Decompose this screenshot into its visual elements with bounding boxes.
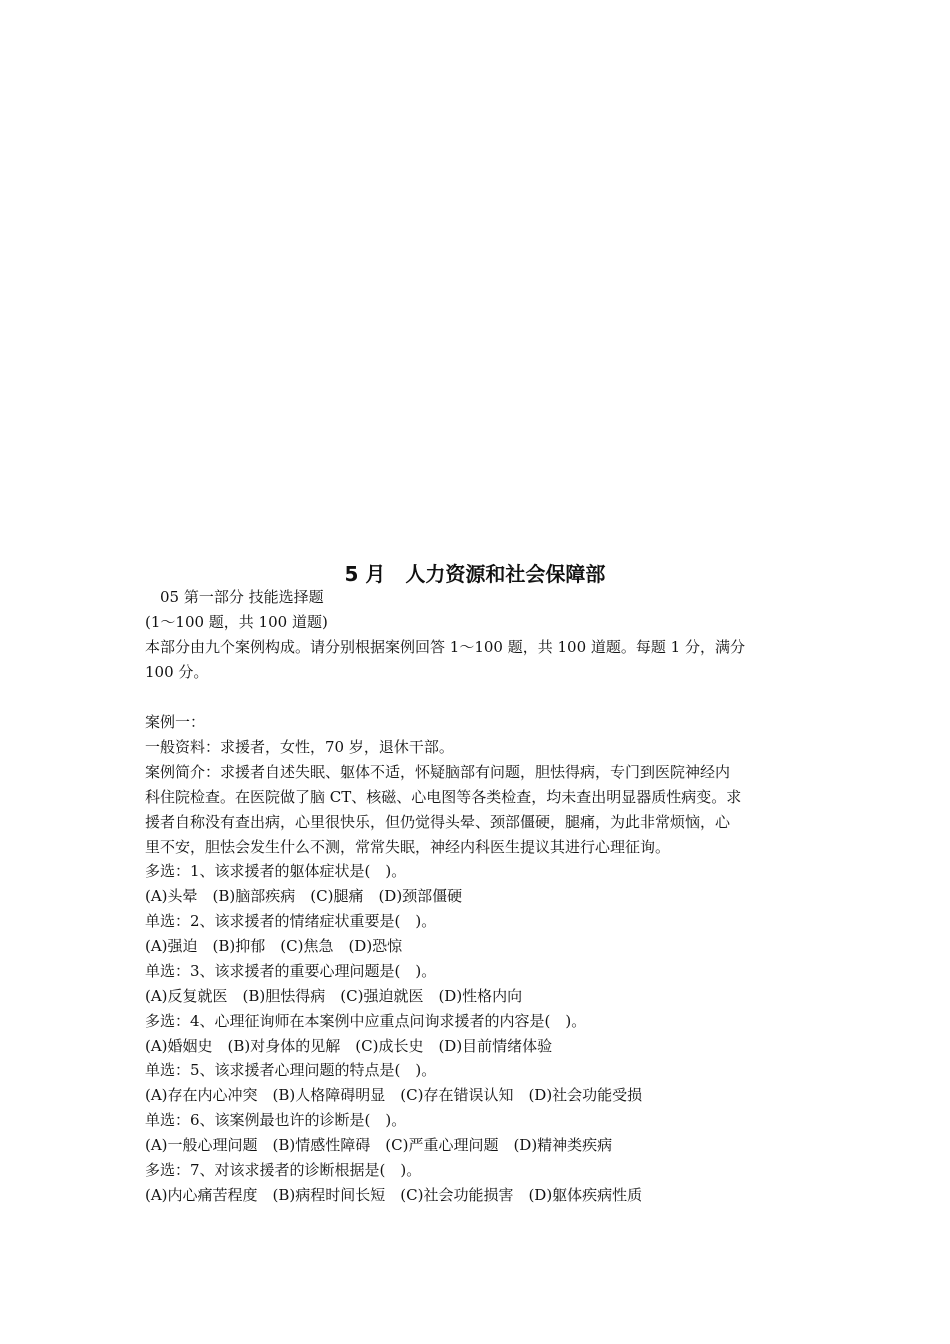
page-title: 5 月 人力资源和社会保障部 (344, 562, 606, 586)
case-summary-line-2: 科住院检查。在医院做了脑 CT、核磁、心电图等各类检查，均未查出明显器质性病变。求 (145, 788, 742, 806)
options-7: (A)内心痛苦程度 (B)病程时间长短 (C)社会功能损害 (D)躯体疾病性质 (145, 1186, 643, 1204)
question-5: 单选：5、该求援者心理问题的特点是( )。 (145, 1061, 437, 1079)
question-2: 单选：2、该求援者的情绪症状重要是( )。 (145, 912, 437, 930)
intro-line-1: 本部分由九个案例构成。请分别根据案例回答 1～100 题，共 100 道题。每题 1 分，满分 (145, 638, 745, 656)
case-summary-line-4: 里不安，胆怯会发生什么不测，常常失眠，神经内科医生提议其进行心理征询。 (145, 838, 671, 856)
question-4: 多选：4、心理征询师在本案例中应重点问询求援者的内容是( )。 (145, 1012, 587, 1030)
options-2: (A)强迫 (B)抑郁 (C)焦急 (D)恐惊 (145, 937, 403, 955)
intro-line-2: 100 分。 (145, 663, 209, 681)
options-1: (A)头晕 (B)脑部疾病 (C)腿痛 (D)颈部僵硬 (145, 887, 463, 905)
question-3: 单选：3、该求援者的重要心理问题是( )。 (145, 962, 437, 980)
case-heading: 案例一： (145, 713, 206, 731)
question-6: 单选：6、该案例最也许的诊断是( )。 (145, 1111, 407, 1129)
question-range: (1～100 题，共 100 道题) (145, 613, 328, 631)
options-6: (A)一般心理问题 (B)情感性障碍 (C)严重心理问题 (D)精神类疾病 (145, 1136, 613, 1154)
section-subtitle: 05 第一部分 技能选择题 (160, 588, 324, 606)
options-4: (A)婚姻史 (B)对身体的见解 (C)成长史 (D)目前情绪体验 (145, 1037, 553, 1055)
case-general-info: 一般资料：求援者，女性，70 岁，退休干部。 (145, 738, 454, 756)
question-7: 多选：7、对该求援者的诊断根据是( )。 (145, 1161, 422, 1179)
case-summary-line-1: 案例简介：求援者自述失眠、躯体不适，怀疑脑部有问题，胆怯得病，专门到医院神经内 (145, 763, 731, 781)
options-3: (A)反复就医 (B)胆怯得病 (C)强迫就医 (D)性格内向 (145, 987, 523, 1005)
options-5: (A)存在内心冲突 (B)人格障碍明显 (C)存在错误认知 (D)社会功能受损 (145, 1086, 643, 1104)
case-summary-line-3: 援者自称没有查出病，心里很快乐，但仍觉得头晕、颈部僵硬，腿痛，为此非常烦恼，心 (145, 813, 731, 831)
question-1: 多选：1、该求援者的躯体症状是( )。 (145, 862, 407, 880)
